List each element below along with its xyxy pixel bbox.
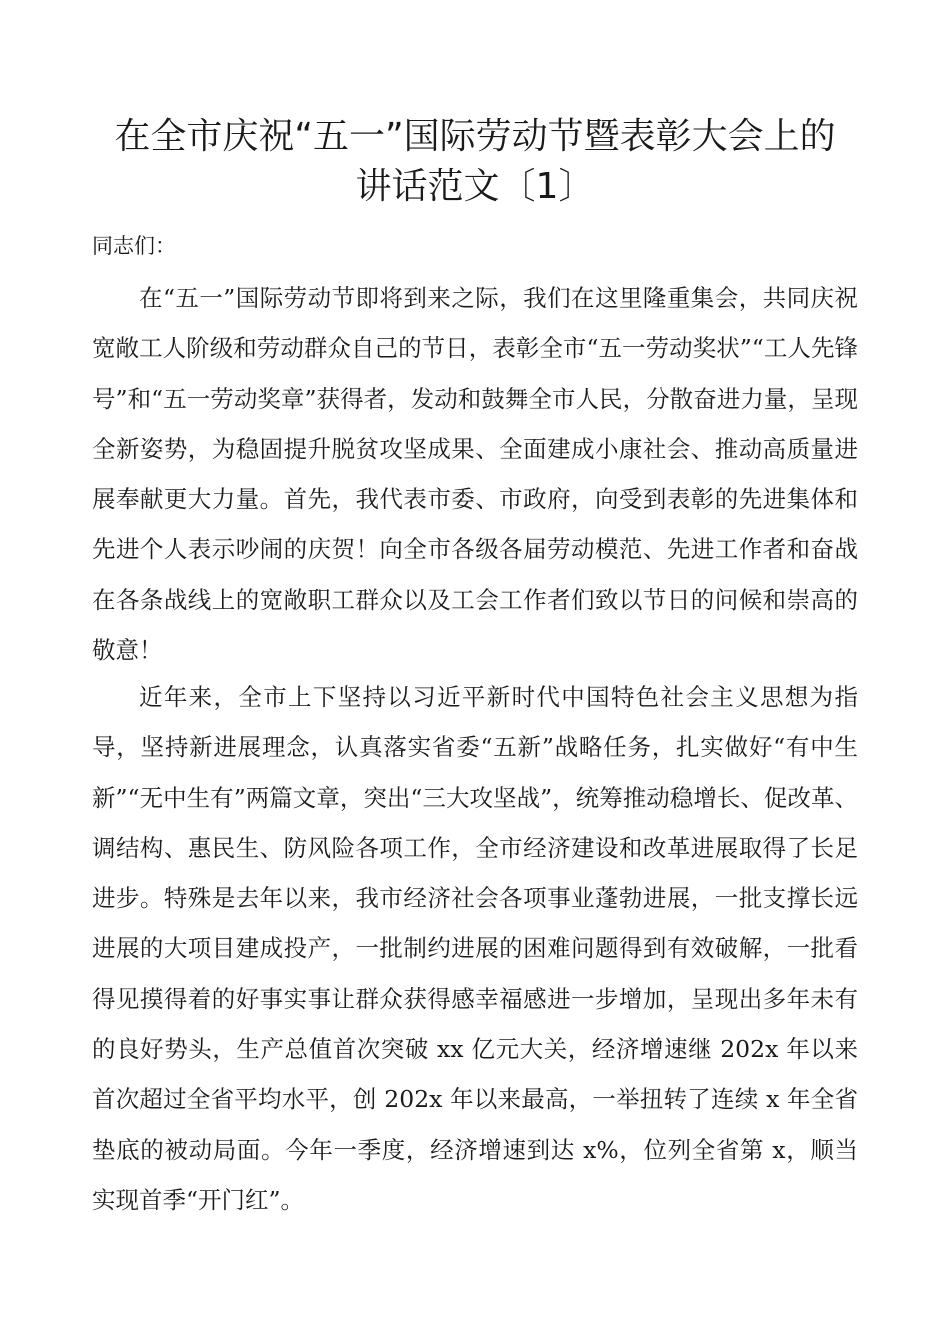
document-title-line-1: 在全市庆祝“五一”国际劳动节暨表彰大会上的 (114, 116, 836, 157)
paragraph-2: 近年来，全市上下坚持以习近平新时代中国特色社会主义思想为指导，坚持新进展理念，认真落实省委“五新”战略任务，扎实做好“有中生新”“无中生有”两篇文章，突出“三大攻坚战”，统筹推动稳增长、促改革、调结构、惠民生、防风险各项工作，全市经济建设和改革进展取得了长足进步。特殊是去年以来，我市经济社会各项事业蓬勃进展，一批支撑长远进展的大项目建成投产，一批制约进展的困难问题得到有效破解，一批看得见摸得着的好事实事让群众获得感幸福感进一步增加，呈现出多年未有的良好势头，生产总值首次突破 xx 亿元大关，经济增速继 202x 年以来首次超过全省平均水平，创 202x 年以来最高，一举扭转了连续 x 年全省垫底的被动局面。今年一季度，经济增速到达 x%，位列全省第 x，顺当实现首季“开门红”。 (92, 683, 858, 1214)
paragraph-1: 在“五一”国际劳动节即将到来之际，我们在这里隆重集会，共同庆祝宽敞工人阶级和劳动群众自己的节日，表彰全市“五一劳动奖状”“工人先锋号”和“五一劳动奖章”获得者，发动和鼓舞全市人民，分散奋进力量，呈现全新姿势，为稳固提升脱贫攻坚成果、全面建成小康社会、推动高质量进展奉献更大力量。首先，我代表市委、市政府，向受到表彰的先进集体和先进个人表示吵闹的庆贺！向全市各级各届劳动模范、先进工作者和奋战在各条战线上的宽敞职工群众以及工会工作者们致以节日的问候和崇高的敬意！ (92, 284, 858, 665)
salutation: 同志们： (92, 234, 176, 258)
document-title-line-2: 讲话范文〔1〕 (355, 166, 595, 207)
